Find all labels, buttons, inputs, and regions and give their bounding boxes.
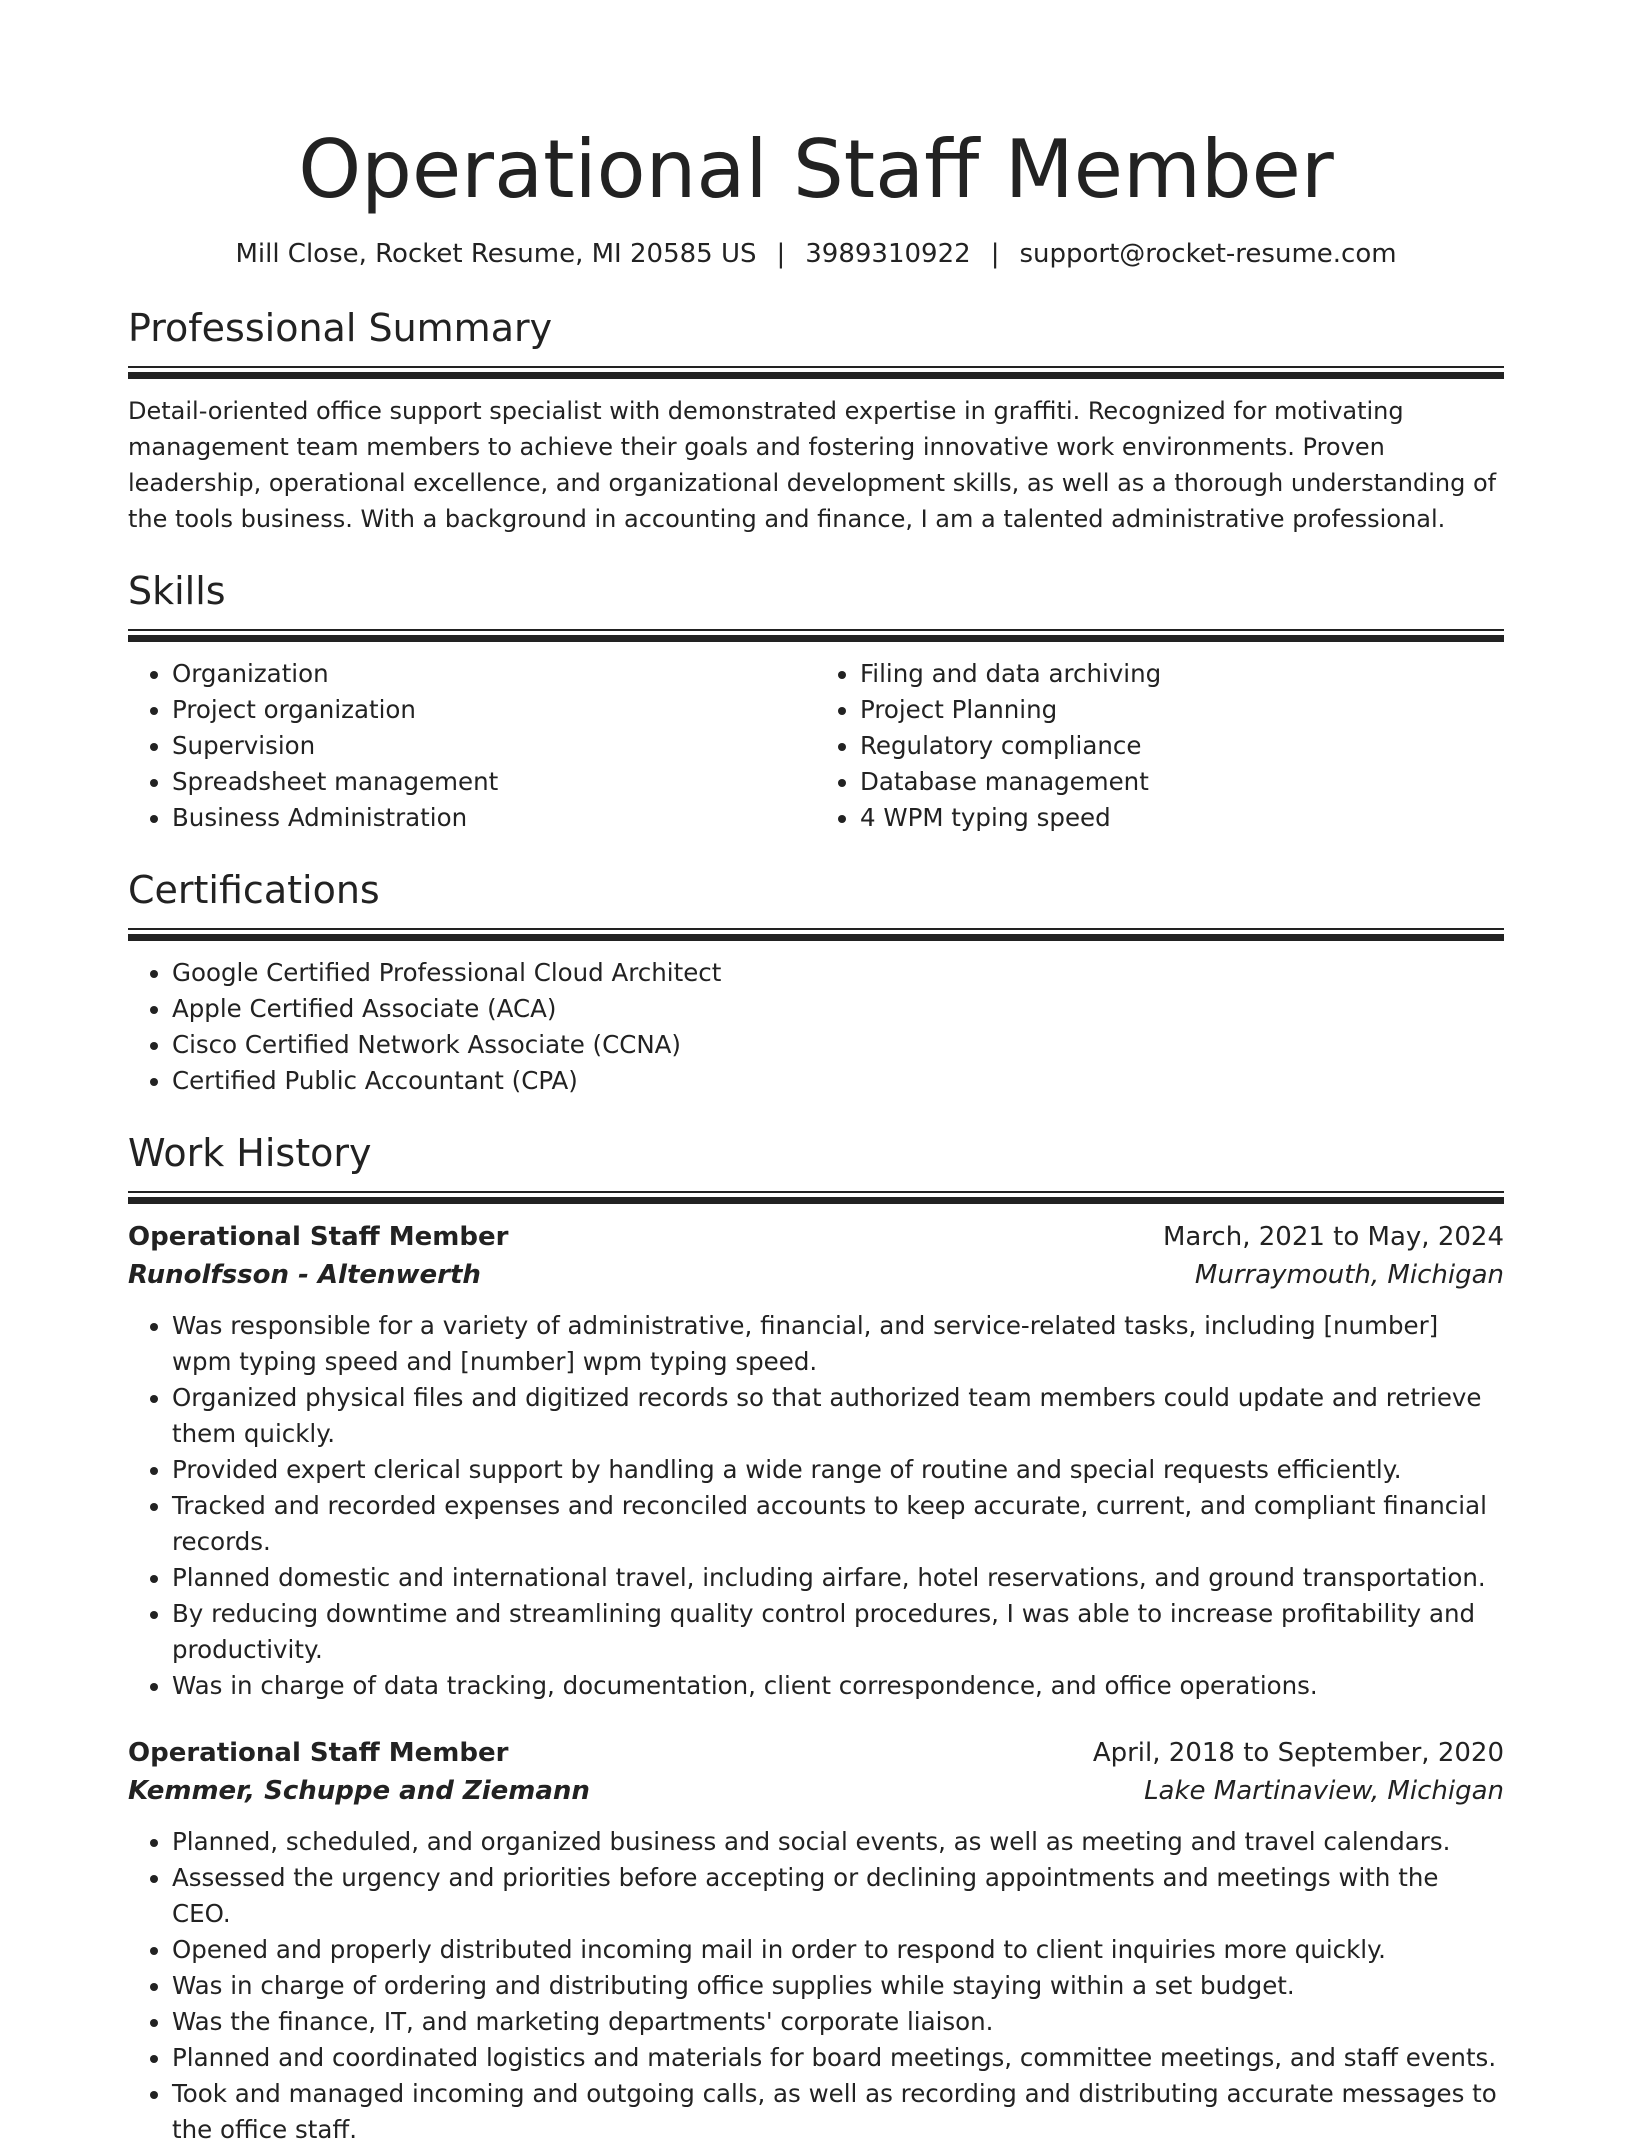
candidate-name: Operational Staff Member	[298, 123, 1334, 216]
job-location: Murraymouth, Michigan	[1194, 1260, 1504, 1290]
skills-section	[128, 567, 1504, 836]
certifications-list	[128, 955, 1504, 1099]
job-entry	[128, 1218, 1504, 1704]
job-bullets	[128, 1824, 1504, 2148]
job-header-row	[128, 1218, 1504, 1256]
contact-email: support@rocket-resume.com	[1019, 239, 1397, 269]
contact-phone: 3989310922	[805, 239, 971, 269]
job-bullet: • Was the finance, IT, and marketing departments' corporate liaison.	[172, 2004, 1504, 2040]
section-divider	[128, 928, 1504, 941]
work-history-section	[128, 1129, 1504, 2148]
section-title-work-history: Work History	[128, 1131, 372, 1175]
skill-item: • 4 WPM typing speed	[860, 800, 1504, 836]
job-bullet: • Was responsible for a variety of administrative, financial, and service-related tasks, including [number] wpm typing speed and [number] wpm typing speed.	[172, 1308, 1504, 1380]
skills-list-left	[128, 656, 816, 836]
job-header-row	[128, 1734, 1504, 1772]
job-bullet: • Organized physical files and digitized records so that authorized team members could update and retrieve them quickly.	[172, 1380, 1504, 1452]
job-bullet: • Was in charge of data tracking, documentation, client correspondence, and office operations.	[172, 1668, 1504, 1704]
job-bullet: • Assessed the urgency and priorities before accepting or declining appointments and meetings with the CEO.	[172, 1860, 1504, 1932]
job-bullet: • Planned domestic and international travel, including airfare, hotel reservations, and ground transportation.	[172, 1560, 1504, 1596]
job-bullet: • By reducing downtime and streamlining quality control procedures, I was able to increase profitability and productivity.	[172, 1596, 1504, 1668]
section-divider	[128, 629, 1504, 642]
section-title-skills: Skills	[128, 569, 226, 613]
summary-text: Detail-oriented office support specialist with demonstrated expertise in graffiti. Recognized for motivating management team members to achieve their goals and fostering innovative work environments. Proven leadership, operational excellence, and organizational development skills, as well as a thorough understanding of the tools business. With a background in accounting and finance, I am a talented administrative professional.	[128, 397, 1497, 533]
contact-address: Mill Close, Rocket Resume, MI 20585 US	[235, 239, 757, 269]
section-divider	[128, 1191, 1504, 1204]
summary-section	[128, 304, 1504, 537]
skill-item: • Project organization	[172, 692, 816, 728]
skill-item: • Project Planning	[860, 692, 1504, 728]
job-company: Kemmer, Schuppe and Ziemann	[128, 1776, 590, 1806]
skill-item: • Supervision	[172, 728, 816, 764]
job-entry	[128, 1734, 1504, 2148]
skill-item: • Regulatory compliance	[860, 728, 1504, 764]
job-dates: April, 2018 to September, 2020	[1092, 1738, 1504, 1768]
job-bullet: • Planned, scheduled, and organized business and social events, as well as meeting and travel calendars.	[172, 1824, 1504, 1860]
section-title-certifications: Certifications	[128, 868, 380, 912]
job-bullet: • Was in charge of ordering and distributing office supplies while staying within a set budget.	[172, 1968, 1504, 2004]
job-title: Operational Staff Member	[128, 1222, 509, 1252]
section-title-summary: Professional Summary	[128, 306, 553, 350]
certification-item: • Cisco Certified Network Associate (CCNA)	[172, 1027, 1504, 1063]
job-bullet: • Provided expert clerical support by handling a wide range of routine and special requests efficiently.	[172, 1452, 1504, 1488]
certification-item: • Certified Public Accountant (CPA)	[172, 1063, 1504, 1099]
certification-item: • Apple Certified Associate (ACA)	[172, 991, 1504, 1027]
certifications-section	[128, 866, 1504, 1099]
section-divider	[128, 366, 1504, 379]
contact-separator: |	[990, 239, 1000, 269]
skills-list-right	[816, 656, 1504, 836]
skill-item: • Business Administration	[172, 800, 816, 836]
skill-item: • Organization	[172, 656, 816, 692]
job-bullet: • Planned and coordinated logistics and materials for board meetings, committee meetings, and staff events.	[172, 2040, 1504, 2076]
job-company: Runolfsson - Altenwerth	[128, 1260, 481, 1290]
job-company-row	[128, 1772, 1504, 1810]
certification-item: • Google Certified Professional Cloud Architect	[172, 955, 1504, 991]
skill-item: • Filing and data archiving	[860, 656, 1504, 692]
skill-item: • Spreadsheet management	[172, 764, 816, 800]
contact-line	[128, 238, 1504, 270]
job-dates: March, 2021 to May, 2024	[1162, 1222, 1504, 1252]
job-bullet: • Opened and properly distributed incoming mail in order to respond to client inquiries more quickly.	[172, 1932, 1504, 1968]
job-company-row	[128, 1256, 1504, 1294]
job-bullet: • Tracked and recorded expenses and reconciled accounts to keep accurate, current, and compliant financial records.	[172, 1488, 1504, 1560]
contact-separator: |	[776, 239, 786, 269]
job-title: Operational Staff Member	[128, 1738, 509, 1768]
skill-item: • Database management	[860, 764, 1504, 800]
skills-columns	[128, 656, 1504, 836]
job-bullet: • Took and managed incoming and outgoing calls, as well as recording and distributing accurate messages to the office staff.	[172, 2076, 1504, 2148]
job-location: Lake Martinaview, Michigan	[1144, 1776, 1504, 1806]
job-bullets	[128, 1308, 1504, 1704]
